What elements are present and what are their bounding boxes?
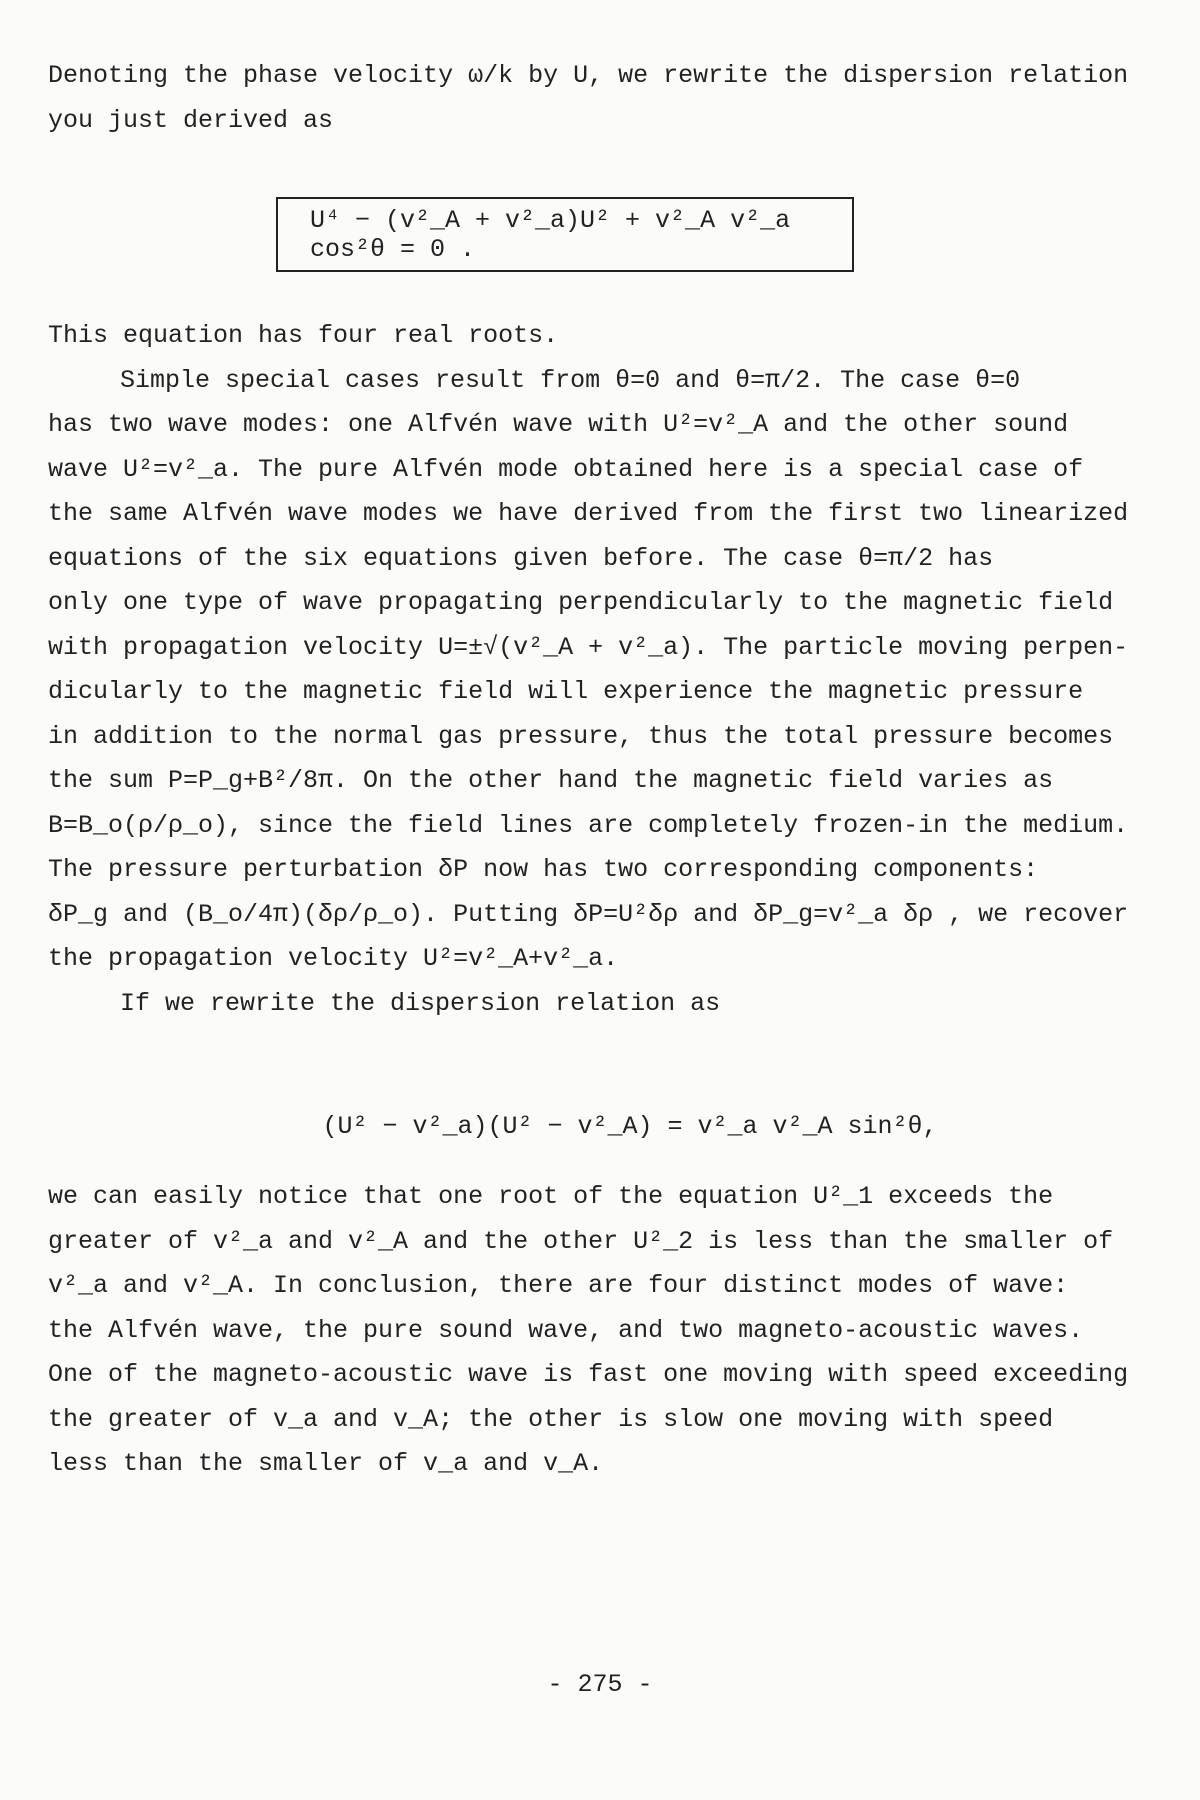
text-line: One of the magneto-acoustic wave is fast one moving with speed exceeding bbox=[48, 1360, 1129, 1389]
paragraph-conclusion bbox=[48, 1175, 1129, 1487]
text-line: This equation has four real roots. bbox=[48, 321, 559, 350]
text-line: v²_a and v²_A. In conclusion, there are four distinct modes of wave: bbox=[48, 1271, 1069, 1300]
text-line: equations of the six equations given before. The case θ=π/2 has bbox=[48, 543, 994, 573]
text-line: only one type of wave propagating perpendicularly to the magnetic field bbox=[48, 588, 1114, 617]
text-line: we can easily notice that one root of the equation U²_1 exceeds the bbox=[48, 1182, 1054, 1211]
text-line: B=B_o(ρ/ρ_o), since the field lines are completely frozen-in the medium. bbox=[48, 810, 1129, 840]
text-line: δP_g and (B_o/4π)(δρ/ρ_o). Putting δP=U²δρ and δP_g=v²_a δρ , we recover bbox=[48, 899, 1129, 929]
boxed-dispersion-equation bbox=[276, 197, 854, 272]
page-number: - 275 - bbox=[547, 1670, 653, 1699]
text-line: the same Alfvén wave modes we have derived from the first two linearized bbox=[48, 499, 1129, 528]
second-dispersion-equation bbox=[0, 1083, 1200, 1170]
text-line: Denoting the phase velocity ω/k by U, we rewrite the dispersion relation bbox=[48, 61, 1129, 90]
text-line: The pressure perturbation δP now has two corresponding components: bbox=[48, 855, 1039, 884]
text-line: If we rewrite the dispersion relation as bbox=[120, 988, 721, 1018]
text-line: with propagation velocity U=±√(v²_A + v²_a). The particle moving perpen- bbox=[48, 632, 1129, 662]
text-line: Simple special cases result from θ=0 and θ=π/2. The case θ=0 bbox=[120, 365, 1021, 395]
equation-text: U⁴ − (v²_A + v²_a)U² + v²_A v²_a cos²θ = 0 . bbox=[310, 205, 791, 264]
paragraph-special-cases bbox=[48, 314, 1129, 1026]
text-line: the propagation velocity U²=v²_A+v²_a. bbox=[48, 944, 619, 973]
text-line: the Alfvén wave, the pure sound wave, and two magneto-acoustic waves. bbox=[48, 1315, 1084, 1345]
text-line: dicularly to the magnetic field will experience the magnetic pressure bbox=[48, 677, 1084, 706]
text-line: greater of v²_a and v²_A and the other U²_2 is less than the smaller of bbox=[48, 1226, 1114, 1256]
text-line: less than the smaller of v_a and v_A. bbox=[48, 1449, 604, 1478]
text-line: in addition to the normal gas pressure, thus the total pressure becomes bbox=[48, 721, 1114, 751]
text-line: the greater of v_a and v_A; the other is slow one moving with speed bbox=[48, 1404, 1054, 1434]
text-line: you just derived as bbox=[48, 105, 334, 135]
text-line: wave U²=v²_a. The pure Alfvén mode obtained here is a special case of bbox=[48, 454, 1084, 484]
text-line: has two wave modes: one Alfvén wave with U²=v²_A and the other sound bbox=[48, 410, 1069, 439]
equation-text: (U² − v²_a)(U² − v²_A) = v²_a v²_A sin²θ, bbox=[322, 1112, 938, 1141]
intro-paragraph bbox=[48, 54, 1129, 143]
text-line: the sum P=P_g+B²/8π. On the other hand the magnetic field varies as bbox=[48, 766, 1054, 795]
